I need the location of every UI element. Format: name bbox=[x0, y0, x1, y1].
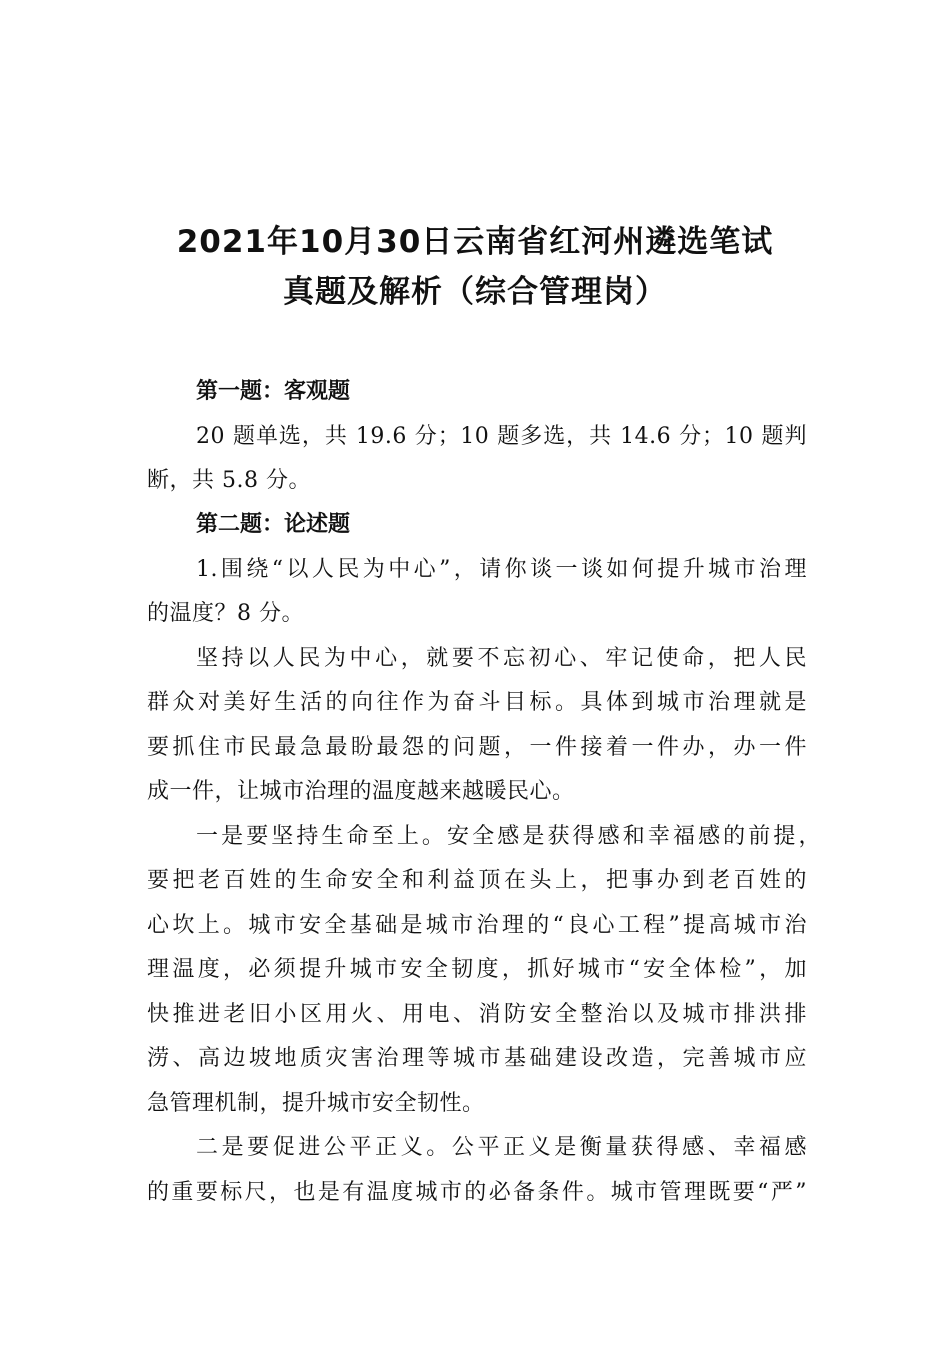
paragraph-line: 涝、高边坡地质灾害治理等城市基础建设改造，完善城市应 bbox=[147, 1046, 807, 1071]
paragraph-line: 群众对美好生活的向往作为奋斗目标。具体到城市治理就是 bbox=[147, 690, 807, 715]
paragraph-line: 一是要坚持生命至上。安全感是获得感和幸福感的前提， bbox=[196, 824, 821, 849]
paragraph-line: 的重要标尺，也是有温度城市的必备条件。城市管理既要“严” bbox=[147, 1180, 807, 1205]
section-heading-essay: 第二题：论述题 bbox=[196, 512, 351, 537]
paragraph-line: 心坎上。城市安全基础是城市治理的“良心工程”提高城市治 bbox=[147, 913, 807, 938]
paragraph-line: 20 题单选，共 19.6 分；10 题多选，共 14.6 分；10 题判 bbox=[196, 424, 807, 449]
paragraph-line: 要把老百姓的生命安全和利益顶在头上，把事办到老百姓的 bbox=[147, 868, 807, 893]
question-line: 的温度？8 分。 bbox=[147, 601, 304, 626]
document-title-line-1: 2021年10月30日云南省红河州遴选笔试 bbox=[176, 224, 774, 260]
paragraph-line: 要抓住市民最急最盼最怨的问题，一件接着一件办，办一件 bbox=[147, 735, 807, 760]
question-line: 1.围绕“以人民为中心”，请你谈一谈如何提升城市治理 bbox=[196, 557, 807, 582]
paragraph-line: 理温度，必须提升城市安全韧度，抓好城市“安全体检”，加 bbox=[147, 957, 807, 982]
paragraph-line: 断，共 5.8 分。 bbox=[147, 468, 311, 493]
section-heading-objective: 第一题：客观题 bbox=[196, 379, 351, 404]
paragraph-line: 成一件，让城市治理的温度越来越暖民心。 bbox=[147, 779, 575, 804]
document-title-line-2: 真题及解析（综合管理岗） bbox=[283, 274, 667, 310]
paragraph-line: 快推进老旧小区用火、用电、消防安全整治以及城市排洪排 bbox=[147, 1002, 807, 1027]
paragraph-line: 急管理机制，提升城市安全韧性。 bbox=[147, 1091, 485, 1116]
paragraph-line: 坚持以人民为中心，就要不忘初心、牢记使命，把人民 bbox=[196, 646, 807, 671]
paragraph-line: 二是要促进公平正义。公平正义是衡量获得感、幸福感 bbox=[196, 1135, 807, 1160]
